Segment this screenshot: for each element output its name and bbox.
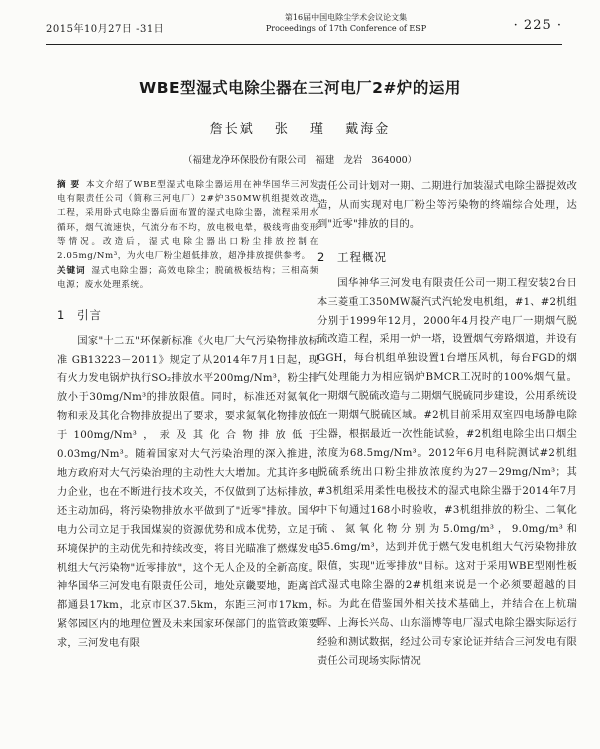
conference-title-en: Proceedings of 17th Conference of ESP <box>265 24 427 33</box>
abstract-label: 摘 要 <box>57 180 81 190</box>
keywords <box>57 264 319 292</box>
right-column <box>317 178 577 749</box>
left-column <box>57 178 319 749</box>
author: 詹长斌 <box>209 122 255 137</box>
section-heading-introduction <box>57 307 319 323</box>
introduction-continuation: 责任公司计划对一期、二期进行加装湿式电除尘器提效改造，从而实现对电厂粉尘等污染物的终端综合处理，达到"近零"排放的目的。 <box>317 181 577 230</box>
section-title: 引言 <box>77 307 102 322</box>
header-date: 2015年10月27日 -31日 <box>46 24 165 35</box>
section-number: 2 <box>317 249 326 264</box>
abstract <box>57 178 319 263</box>
header-rule <box>46 44 562 45</box>
project-overview-paragraph: 国华神华三河发电有限责任公司一期工程安装2台日本三菱重工350MW凝汽式汽轮发电机组，#1、#2机组分别于1999年12月，2000年4月投产电厂一期烟气脱硫改造工程，采用一炉一塔，设置烟气旁路烟道，并设有GGH，每台机组单独设置1台增压风机，每台FGD的烟气处理能力为相应锅炉BMCR工况时的100%烟气量。一期烟气脱硫改造与二期烟气脱硫同步建设，公用系统设在一期烟气脱硫区域。#2机目前采用双室四电场静电除尘器，根据最近一次性能试验，#2机组电除尘出口烟尘浓度为68.5mg/Nm³。2012年6月电科院测试#2机组脱硫系统出口粉尘排放浓度约为27－29mg/Nm³；其#3机组采用柔性电极技术的湿式电除尘器于2014年7月中下旬通过168小时验收，#3机组排放的粉尘、二氧化硫、氮氧化物分别为5.0mg/m³，9.0mg/m³和35.6mg/m³，达到并优于燃气发电机组大气污染物排放限值，实现"近零排放"目标。这对于采用WBE型刚性板式湿式电除尘器的2#机组来说是一个必须要超越的目标。为此在借鉴国外相关技术基础上，并结合在上杭瑞晖、上海长兴岛、山东淄博等电厂湿式电除尘器实际运行经验和测试数据，经过公司专家论证并结合三河发电有限责任公司现场实际情况 <box>317 277 577 667</box>
introduction-paragraph: 国家"十二五"环保新标准《火电厂大气污染物排放标准 GB13223－2011》规定了从2014年7月1日起，现有火力发电锅炉执行SO₂排放水平200mg/Nm³，粉尘排放小于30mg/Nm³的排放限值。同时，标准还对氮氧化物和汞及其化合物排放提出了要求，要求氮氧化物排放低于100mg/Nm³，汞及其化合物排放低于0.03mg/Nm³。随着国家对大气污染治理的深入推进，地方政府对大气污染治理的主动性大大增加。尤其许多电力企业，也在不断进行技术攻关，不仅做到了达标排放，还主动加码，将污染物排放水平做到了"近零"排放。国华电力公司立足于我国煤炭的资源优势和成本优势，立足于环境保护的主动优先和持续改变，将目光瞄准了燃煤发电机组大气污染物"近零排放"，这个无人企及的全新高度。神华国华三河发电有限责任公司，地处京畿要地，距离首都通县17km，北京市区37.5km，东距三河市17km，紧邻园区内的地理位置及未来国家环保部门的监管政策要求，三河发电有限 <box>57 335 319 650</box>
keywords-text: 湿式电除尘器；高效电除尘；脱硫极板结构；三相高频电源；废水处理系统。 <box>57 266 319 291</box>
abstract-text: 本文介绍了WBE型湿式电除尘器运用在神华国华三河发电有限责任公司（简称三河电厂）2#炉350MW机组提效改造工程，采用卧式电除尘器后面布置的湿式电除尘器，流程采用水循环，烟气流速快，气流分布不均，放电极电晕，极线弯曲变形等情况。改造后，湿式电除尘器出口粉尘排放控制在2.05mg/Nm³，为火电厂粉尘超低排放，超净排放提供参考。 <box>57 180 319 262</box>
section-heading-project-overview <box>317 249 577 265</box>
header-conference <box>246 12 446 34</box>
author-list <box>0 118 600 137</box>
paper-title: WBE型湿式电除尘器在三河电厂2#炉的运用 <box>139 79 461 97</box>
affiliation: （福建龙净环保股份有限公司 福建 龙岩 364000） <box>182 155 418 166</box>
author: 戴海金 <box>345 122 391 137</box>
section-title: 工程概况 <box>337 249 387 264</box>
page-number: · 225 · <box>513 18 562 33</box>
conference-title-cn: 第16届中国电除尘学术会议论文集 <box>284 13 408 22</box>
author: 张 瑾 <box>274 122 326 137</box>
keywords-label: 关键词 <box>57 266 86 277</box>
section-number: 1 <box>57 307 66 322</box>
